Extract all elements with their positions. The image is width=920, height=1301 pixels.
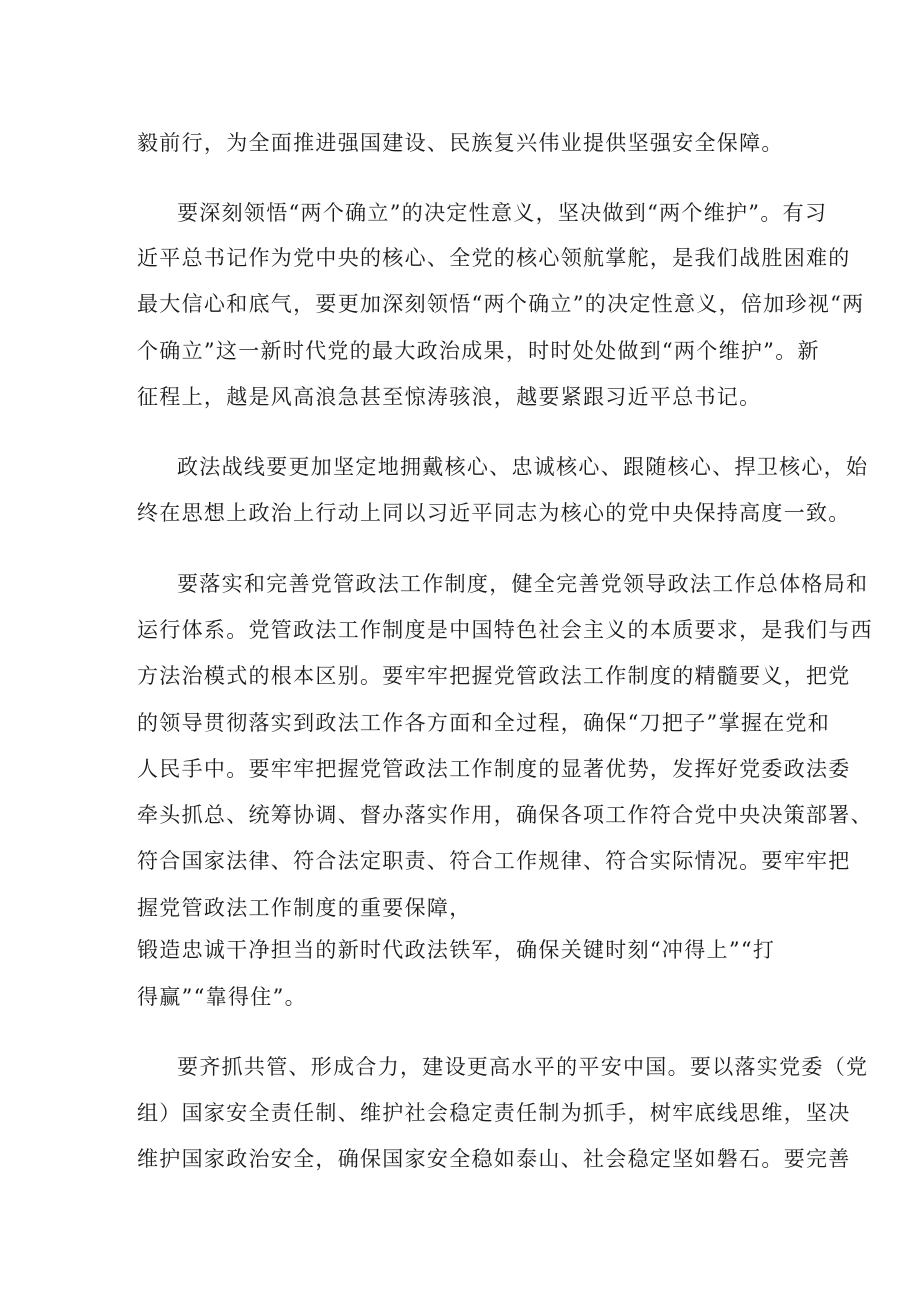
text-line: 维护国家政治安全，确保国家安全稳如泰山、社会稳定坚如磐石。要完善 (137, 1147, 851, 1171)
text-line: 的领导贯彻落实到政法工作各方面和全过程，确保“刀把子”掌握在党和 (137, 711, 831, 735)
text-line: 毅前行，为全面推进强国建设、民族复兴伟业提供坚强安全保障。 (137, 131, 784, 155)
text-line: 终在思想上政治上行动上同以习近平同志为核心的党中央保持高度一致。 (137, 501, 851, 525)
text-line: 方法治模式的根本区别。要牢牢把握党管政法工作制度的精髓要义，把党 (137, 664, 851, 688)
text-line: 要齐抓共管、形成合力，建设更高水平的平安中国。要以落实党委（党 (177, 1055, 869, 1079)
text-line: 符合国家法律、符合法定职责、符合工作规律、符合实际情况。要牢牢把 (137, 849, 851, 873)
text-line: 人民手中。要牢牢把握党管政法工作制度的显著优势，发挥好党委政法委 (137, 757, 851, 781)
text-line: 最大信心和底气，要更加深刻领悟“两个确立”的决定性意义，倍加珍视“两 (137, 292, 865, 316)
text-line: 得赢”“靠得住”。 (137, 985, 307, 1009)
text-line: 政法战线要更加坚定地拥戴核心、忠诚核心、跟随核心、捍卫核心，始 (177, 455, 869, 479)
text-line: 要落实和完善党管政法工作制度，健全完善党领导政法工作总体格局和 (177, 572, 869, 596)
text-line: 要深刻领悟“两个确立”的决定性意义，坚决做到“两个维护”。有习 (177, 201, 828, 225)
text-line: 运行体系。党管政法工作制度是中国特色社会主义的本质要求，是我们与西 (137, 618, 873, 642)
text-line: 近平总书记作为党中央的核心、全党的核心领航掌舵，是我们战胜困难的 (137, 246, 851, 270)
text-line: 组）国家安全责任制、维护社会稳定责任制为抓手，树牢底线思维，坚决 (137, 1101, 851, 1125)
text-line: 锻造忠诚干净担当的新时代政法铁军，确保关键时刻“冲得上”“打 (137, 938, 776, 962)
text-line: 握党管政法工作制度的重要保障， (137, 896, 472, 920)
text-line: 牵头抓总、统筹协调、督办落实作用，确保各项工作符合党中央决策部署、 (137, 803, 873, 827)
text-line: 征程上，越是风高浪急甚至惊涛骇浪，越要紧跟习近平总书记。 (137, 385, 762, 409)
text-line: 个确立”这一新时代党的最大政治成果，时时处处做到“两个维护”。新 (137, 339, 820, 363)
